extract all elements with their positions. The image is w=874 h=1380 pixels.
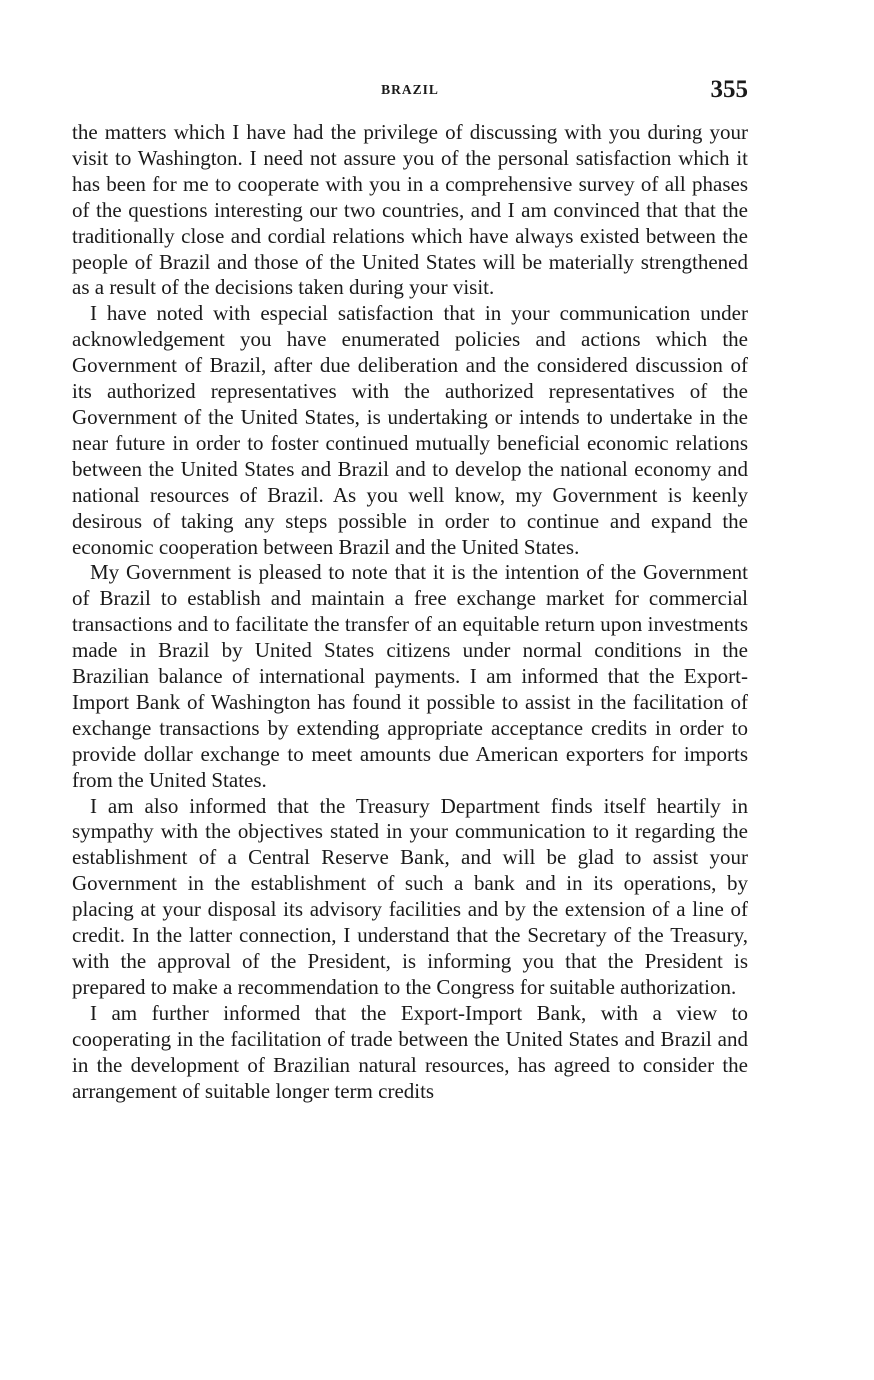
paragraph: My Government is pleased to note that it is the intention of the Government of Brazil to establish and maintain a free exchange market for commercial transactions and to facilitate the transfer of an equitable return upon investments made in Brazil by United States citizens under normal conditions in the Brazilian balance of international payments. I am informed that the Export-Import Bank of Washington has found it possible to assist in the facilitation of exchange transactions by extending appropriate acceptance credits in order to provide dollar exchange to meet amounts due American exporters for imports from the United States. <box>72 560 748 792</box>
body-text <box>72 120 748 1104</box>
paragraph: I have noted with especial satisfaction that in your communication under acknowledgement you have enumerated policies and actions which the Government of Brazil, after due deliberation and the considered discussion of its authorized representatives with the authorized representatives of the Government of the United States, is undertaking or intends to undertake in the near future in order to foster continued mutually beneficial economic relations between the United States and Brazil and to develop the national economy and national resources of Brazil. As you well know, my Government is keenly desirous of taking any steps possible in order to continue and expand the economic cooperation between Brazil and the United States. <box>72 301 748 559</box>
paragraph-continued: the matters which I have had the privilege of discussing with you during your visit to Washington. I need not assure you of the personal satisfaction which it has been for me to cooperate with you in a comprehensive survey of all phases of the questions interesting our two countries, and I am convinced that that the traditionally close and cordial relations which have always existed between the people of Brazil and those of the United States will be materially strengthened as a result of the decisions taken during your visit. <box>72 120 748 300</box>
paragraph: I am further informed that the Export-Import Bank, with a view to cooperating in the facilitation of trade between the United States and Brazil and in the development of Brazilian natural resources, has agreed to consider the arrangement of suitable longer term credits <box>72 1000 748 1103</box>
running-title: BRAZIL <box>381 82 439 97</box>
running-head <box>72 76 748 104</box>
page-number: 355 <box>710 76 748 103</box>
paragraph: I am also informed that the Treasury Department finds itself heartily in sympathy with the objectives stated in your communication to it regarding the establishment of a Central Reserve Bank, and will be glad to assist your Government in the establishment of such a bank and in its operations, by placing at your disposal its advisory facilities and by the extension of a line of credit. In the latter connection, I understand that the Secretary of the Treasury, with the approval of the President, is informing you that the President is prepared to make a recommendation to the Congress for suitable authorization. <box>72 793 748 999</box>
